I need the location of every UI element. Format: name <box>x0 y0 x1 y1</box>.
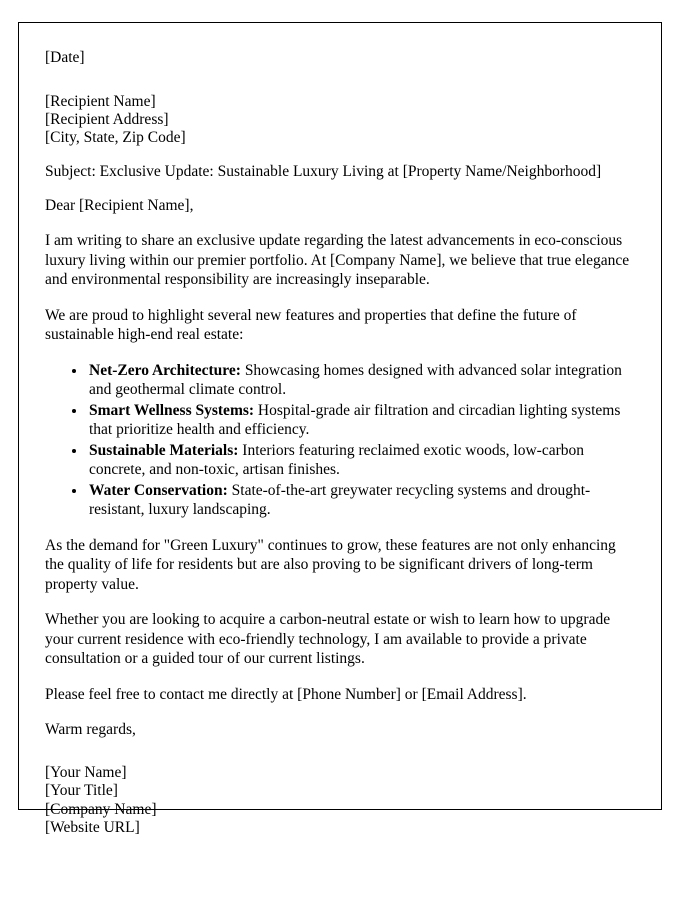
signature-title: [Your Title] <box>45 782 118 799</box>
feature-title: Smart Wellness Systems: <box>89 401 255 419</box>
recipient-city-state-zip: [City, State, Zip Code] <box>45 129 186 146</box>
closing-text: Warm regards, <box>45 721 136 738</box>
paragraph-intro: I am writing to share an exclusive update regarding the latest advancements in eco-conscious luxury living within our premier portfolio. At [Company Name], we believe that true elegance and environmental responsibility are increasingly inseparable. <box>45 232 630 288</box>
recipient-address: [Recipient Address] <box>45 111 169 128</box>
recipient-address-block <box>45 93 633 147</box>
paragraph-lead-in: We are proud to highlight several new features and properties that define the future of sustainable high-end real estate: <box>45 306 577 343</box>
signature-block <box>45 764 633 838</box>
letter-page <box>18 22 662 836</box>
signature-company: [Company Name] <box>45 800 157 818</box>
feature-title: Water Conservation: <box>89 481 228 499</box>
salutation-block <box>45 197 633 215</box>
list-item <box>87 481 633 520</box>
list-item <box>87 401 633 440</box>
feature-title: Net-Zero Architecture: <box>89 361 241 379</box>
signature-name: [Your Name] <box>45 763 127 781</box>
feature-text: Hospital-grade air filtration and circadian lighting systems that prioritize health and efficiency. <box>89 401 621 438</box>
feature-text: State-of-the-art greywater recycling systems and drought-resistant, luxury landscaping. <box>89 481 591 518</box>
date-text: [Date] <box>45 49 85 66</box>
feature-title: Sustainable Materials: <box>89 441 239 459</box>
letter-body <box>45 49 633 838</box>
paragraph-offer: Whether you are looking to acquire a carbon-neutral estate or wish to learn how to upgrade your current residence with eco-friendly technology, I am available to provide a private consultation or a guided tour of our current listings. <box>45 611 611 667</box>
subject-block <box>45 163 633 181</box>
signature-spacer <box>45 756 633 764</box>
list-item <box>87 441 633 480</box>
salutation-text: Dear [Recipient Name], <box>45 197 194 214</box>
paragraph-contact: Please feel free to contact me directly at [Phone Number] or [Email Address]. <box>45 685 527 703</box>
list-item <box>87 361 633 400</box>
subject-line: Subject: Exclusive Update: Sustainable Luxury Living at [Property Name/Neighborhood] <box>45 163 602 180</box>
feature-list <box>45 361 633 520</box>
feature-text: Interiors featuring reclaimed exotic woods, low-carbon concrete, and non-toxic, artisan finishes. <box>89 441 585 478</box>
signature-website: [Website URL] <box>45 819 140 836</box>
recipient-name: [Recipient Name] <box>45 93 156 110</box>
paragraph-value: As the demand for "Green Luxury" continues to grow, these features are not only enhancing the quality of life for residents but are also proving to be significant drivers of long-term property value. <box>45 536 616 593</box>
feature-text: Showcasing homes designed with advanced solar integration and geothermal climate control. <box>89 361 622 398</box>
date-block <box>45 49 633 67</box>
